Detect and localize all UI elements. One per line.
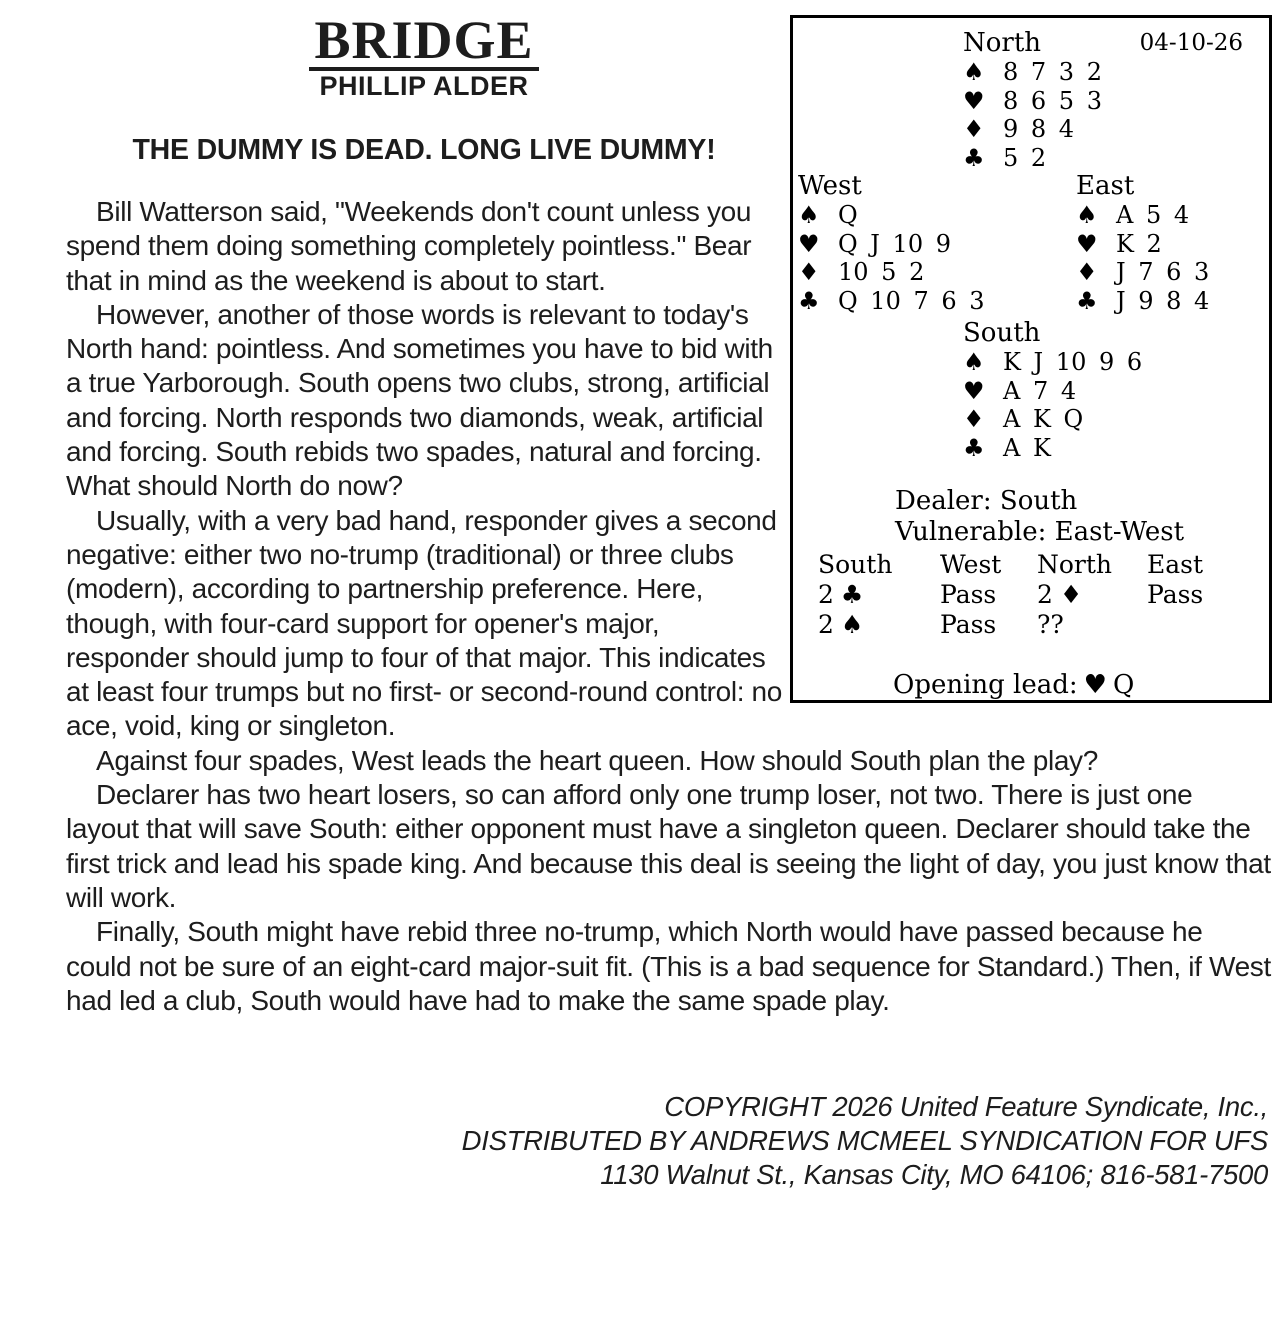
heart-icon: ♥	[963, 86, 985, 115]
west-spades-row	[798, 201, 985, 230]
auction-header-east: East	[1147, 550, 1204, 579]
south-spades-row	[963, 348, 1142, 377]
north-heart-cards: 8 6 5 3	[1003, 86, 1102, 115]
bid-north-1	[1037, 580, 1147, 610]
opening-lead-label: Opening lead:	[893, 670, 1078, 700]
article-paragraph-5: Declarer has two heart losers, so can afford only one trump loser, not two. There is just one layout that will save South: either opponent must have a singleton queen. Declarer should take the first trick and lead his spade king. And because this deal is seeing the light of day, you just know that will work.	[66, 779, 1271, 913]
east-spade-cards: A 5 4	[1116, 201, 1190, 229]
spade-icon: ♠	[798, 201, 820, 229]
diamond-icon: ♦	[1076, 258, 1098, 286]
east-hand	[1076, 171, 1209, 315]
auction-table	[818, 550, 1237, 640]
deal-date: 04-10-26	[1139, 30, 1243, 56]
club-icon: ♣	[963, 433, 985, 462]
south-club-cards: A K	[1003, 433, 1051, 462]
bid-west-2: Pass	[940, 610, 997, 639]
dealer-vulnerable-block	[895, 486, 1184, 548]
copyright-line-3: 1130 Walnut St., Kansas City, MO 64106; 816-581-7500	[600, 1159, 1268, 1191]
copyright-line-1: COPYRIGHT 2026 United Feature Syndicate, Inc.,	[664, 1091, 1268, 1123]
spade-icon: ♠	[963, 58, 985, 86]
bid-north-2: ??	[1037, 610, 1064, 639]
article-paragraph-4: Against four spades, West leads the heart queen. How should South plan the play?	[96, 744, 1098, 776]
north-hand	[963, 28, 1102, 172]
west-diamond-cards: 10 5 2	[838, 258, 925, 286]
spade-icon: ♠	[963, 348, 985, 376]
south-hand-label: South	[963, 318, 1041, 348]
spade-icon: ♠	[840, 610, 864, 639]
west-hand-label: West	[798, 171, 862, 201]
north-spades-row	[963, 58, 1102, 87]
article-paragraph-3: Usually, with a very bad hand, responder gives a second negative: either two no-trump (traditional) or three clubs (modern), according to partnership preference. Here, though, with four-card support for opener's major, responder should jump to four of that major. This indicates at least four trumps but no first- or second-round control: no ace, void, king or singleton.	[66, 504, 782, 742]
south-heart-cards: A 7 4	[1003, 376, 1077, 405]
bid-east-1: Pass	[1147, 580, 1204, 609]
bid-south-1	[818, 580, 940, 610]
heart-icon: ♥	[1083, 670, 1107, 700]
copyright-block	[66, 1090, 1272, 1192]
east-diamonds-row	[1076, 258, 1209, 287]
deal-diagram-box	[790, 15, 1272, 703]
east-club-cards: J 9 8 4	[1116, 286, 1210, 315]
club-icon: ♣	[1076, 286, 1098, 315]
west-hearts-row	[798, 230, 985, 259]
opening-lead-card: Q	[1112, 670, 1135, 700]
article-paragraph-2: However, another of those words is relevant to today's North hand: pointless. And sometimes you have to bid with a true Yarborough. South opens two clubs, strong, artificial and forcing. North responds two diamonds, weak, artificial and forcing. South rebids two spades, natural and forcing. What should North do now?	[66, 298, 773, 502]
heart-icon: ♥	[1076, 229, 1098, 258]
north-spade-cards: 8 7 3 2	[1003, 58, 1102, 86]
west-clubs-row	[798, 287, 985, 316]
dealer-line: Dealer: South	[895, 486, 1078, 516]
copyright-line-2: DISTRIBUTED BY ANDREWS MCMEEL SYNDICATION FOR UFS	[461, 1125, 1268, 1157]
article-headline: THE DUMMY IS DEAD. LONG LIVE DUMMY!	[132, 134, 716, 166]
north-club-cards: 5 2	[1003, 143, 1047, 172]
opening-lead	[893, 670, 1134, 700]
article-paragraph-6: Finally, South might have rebid three no-trump, which North would have passed because he could not be sure of an eight-card major-suit fit. (This is a bad sequence for Standard.) Then, if West had led a club, South would have had to make the same spade play.	[66, 916, 1271, 1016]
heart-icon: ♥	[798, 229, 820, 258]
east-heart-cards: K 2	[1116, 229, 1162, 258]
auction-header-north: North	[1037, 550, 1113, 579]
diamond-icon: ♦	[798, 258, 820, 286]
south-diamond-cards: A K Q	[1003, 405, 1084, 433]
east-hearts-row	[1076, 230, 1209, 259]
bid-level: 2	[818, 580, 834, 609]
vulnerable-line: Vulnerable: East-West	[895, 517, 1185, 547]
south-hand	[963, 318, 1142, 462]
spade-icon: ♠	[1076, 201, 1098, 229]
column-byline: PHILLIP ALDER	[319, 71, 529, 101]
auction-header-south: South	[818, 550, 893, 579]
diamond-icon: ♦	[963, 115, 985, 143]
west-club-cards: Q 10 7 6 3	[838, 286, 985, 315]
south-clubs-row	[963, 434, 1142, 463]
auction-header-west: West	[940, 550, 1002, 579]
bid-east-2	[1147, 610, 1237, 640]
column-title: BRIDGE	[309, 16, 538, 71]
south-spade-cards: K J 10 9 6	[1003, 348, 1143, 376]
club-icon: ♣	[840, 580, 864, 609]
north-hearts-row	[963, 87, 1102, 116]
diamond-icon: ♦	[1059, 580, 1083, 609]
west-heart-cards: Q J 10 9	[838, 229, 951, 258]
north-hand-label: North	[963, 28, 1042, 58]
bid-level: 2	[1037, 580, 1053, 609]
club-icon: ♣	[798, 286, 820, 315]
south-diamonds-row	[963, 405, 1142, 434]
diamond-icon: ♦	[963, 405, 985, 433]
north-diamond-cards: 9 8 4	[1003, 115, 1075, 143]
heart-icon: ♥	[963, 376, 985, 405]
east-spades-row	[1076, 201, 1209, 230]
club-icon: ♣	[963, 143, 985, 172]
west-hand	[798, 171, 985, 315]
east-clubs-row	[1076, 287, 1209, 316]
east-diamond-cards: J 7 6 3	[1116, 258, 1210, 286]
east-hand-label: East	[1076, 171, 1135, 201]
bid-level: 2	[818, 610, 834, 639]
west-spade-cards: Q	[838, 201, 858, 229]
north-clubs-row	[963, 144, 1102, 173]
article-paragraph-1: Bill Watterson said, "Weekends don't count unless you spend them doing something completely pointless." Bear that in mind as the weekend is about to start.	[66, 196, 752, 296]
south-hearts-row	[963, 377, 1142, 406]
bid-west-1: Pass	[940, 580, 997, 609]
north-diamonds-row	[963, 115, 1102, 144]
west-diamonds-row	[798, 258, 985, 287]
bid-south-2	[818, 610, 940, 640]
